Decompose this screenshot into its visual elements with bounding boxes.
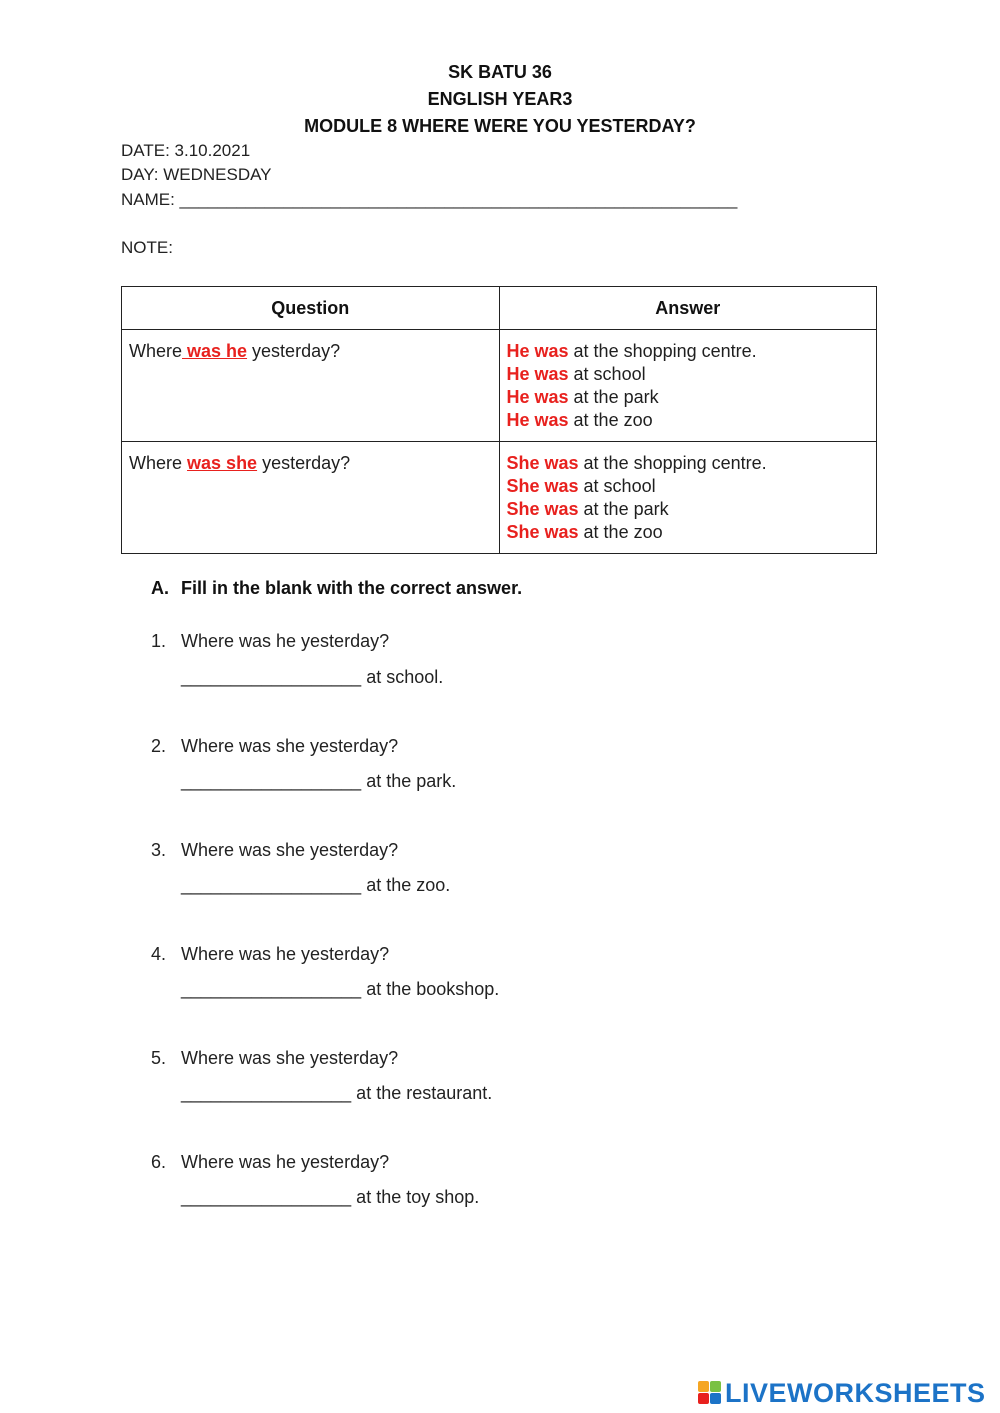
question-number: 1. bbox=[151, 631, 167, 651]
logo-square bbox=[710, 1393, 721, 1404]
worksheet-header bbox=[0, 59, 1000, 140]
question-highlight: was she bbox=[187, 453, 258, 473]
question-text: Where was she yesterday? bbox=[181, 1048, 399, 1068]
answer-rest: at the shopping centre. bbox=[578, 453, 767, 473]
section-a-heading bbox=[151, 578, 522, 599]
answer-subject: She was bbox=[506, 476, 579, 496]
question-prefix: Where bbox=[129, 453, 188, 473]
table-row bbox=[122, 330, 877, 442]
answer-subject: He was bbox=[506, 387, 569, 407]
subject-title: ENGLISH YEAR3 bbox=[427, 89, 573, 109]
answer-line bbox=[507, 363, 870, 386]
question-number: 6. bbox=[151, 1152, 167, 1172]
answer-subject: He was bbox=[506, 341, 569, 361]
answer-rest: at the shopping centre. bbox=[568, 341, 757, 361]
answer-line bbox=[507, 340, 870, 363]
answer-blank[interactable]: _________________ at the toy shop. bbox=[181, 1187, 480, 1207]
note-table bbox=[121, 286, 877, 554]
answer-header: Answer bbox=[499, 287, 877, 330]
answer-subject: She was bbox=[506, 453, 579, 473]
logo-text: LIVEWORKSHEETS bbox=[725, 1377, 986, 1408]
answer-line bbox=[507, 452, 870, 475]
question-number: 2. bbox=[151, 736, 167, 756]
answer-cell bbox=[499, 330, 877, 442]
liveworksheets-logo-icon bbox=[698, 1381, 722, 1405]
section-marker: A. bbox=[151, 578, 169, 598]
answer-line bbox=[507, 498, 870, 521]
answer-blank[interactable]: _________________ at the restaurant. bbox=[181, 1083, 493, 1103]
question-item bbox=[151, 631, 389, 652]
question-item bbox=[151, 1048, 398, 1069]
logo-square bbox=[698, 1393, 709, 1404]
section-title: Fill in the blank with the correct answer. bbox=[181, 578, 523, 598]
note-label: NOTE: bbox=[121, 238, 173, 257]
answer-rest: at the zoo bbox=[578, 522, 663, 542]
question-cell bbox=[122, 330, 500, 442]
answer-line bbox=[507, 409, 870, 432]
question-item bbox=[151, 1152, 389, 1173]
answer-rest: at school bbox=[568, 364, 646, 384]
question-item bbox=[151, 840, 398, 861]
answer-line bbox=[507, 386, 870, 409]
table-row bbox=[122, 442, 877, 554]
question-item bbox=[151, 944, 389, 965]
name-line: NAME: ___________________________________________________________ bbox=[121, 190, 738, 209]
question-suffix: yesterday? bbox=[257, 453, 351, 473]
question-text: Where was he yesterday? bbox=[181, 631, 390, 651]
table-header-row bbox=[122, 287, 877, 330]
question-header: Question bbox=[122, 287, 500, 330]
liveworksheets-logo bbox=[698, 1378, 986, 1408]
answer-rest: at school bbox=[578, 476, 656, 496]
answer-blank[interactable]: __________________ at the park. bbox=[181, 771, 457, 791]
question-text: Where was he yesterday? bbox=[181, 944, 390, 964]
answer-blank[interactable]: __________________ at school. bbox=[181, 667, 444, 687]
question-number: 3. bbox=[151, 840, 167, 860]
date-line: DATE: 3.10.2021 bbox=[121, 141, 251, 160]
answer-subject: He was bbox=[506, 410, 569, 430]
question-text: Where was he yesterday? bbox=[181, 1152, 390, 1172]
question-text: Where was she yesterday? bbox=[181, 840, 399, 860]
logo-square bbox=[710, 1381, 721, 1392]
answer-line bbox=[507, 475, 870, 498]
answer-subject: He was bbox=[506, 364, 569, 384]
answer-rest: at the park bbox=[578, 499, 669, 519]
answer-blank[interactable]: __________________ at the zoo. bbox=[181, 875, 451, 895]
question-text: Where was she yesterday? bbox=[181, 736, 399, 756]
question-item bbox=[151, 736, 398, 757]
answer-subject: She was bbox=[506, 522, 579, 542]
question-number: 5. bbox=[151, 1048, 167, 1068]
logo-square bbox=[698, 1381, 709, 1392]
question-highlight: was he bbox=[182, 341, 248, 361]
answer-subject: She was bbox=[506, 499, 579, 519]
answer-blank[interactable]: __________________ at the bookshop. bbox=[181, 979, 500, 999]
answer-cell bbox=[499, 442, 877, 554]
answer-rest: at the zoo bbox=[568, 410, 653, 430]
answer-line bbox=[507, 521, 870, 544]
day-line: DAY: WEDNESDAY bbox=[121, 165, 272, 184]
module-title: MODULE 8 WHERE WERE YOU YESTERDAY? bbox=[304, 116, 696, 136]
question-number: 4. bbox=[151, 944, 167, 964]
question-prefix: Where bbox=[129, 341, 183, 361]
question-cell bbox=[122, 442, 500, 554]
answer-rest: at the park bbox=[568, 387, 659, 407]
school-name: SK BATU 36 bbox=[448, 62, 552, 82]
question-suffix: yesterday? bbox=[247, 341, 341, 361]
